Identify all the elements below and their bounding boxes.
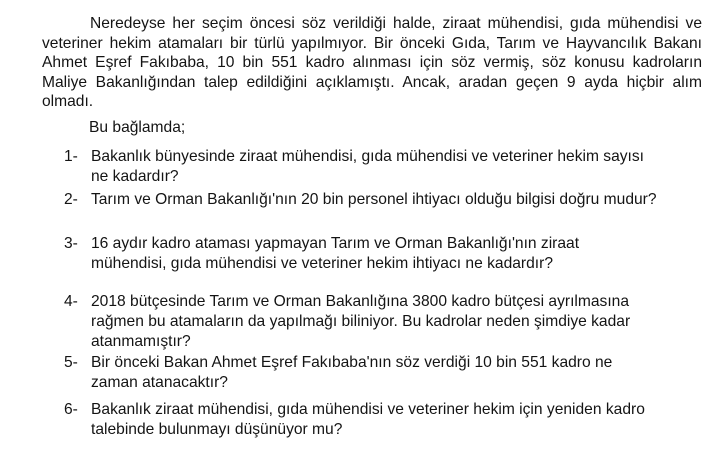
question-item-5 xyxy=(64,353,634,393)
intro-paragraph: Neredeyse her seçim öncesi söz verildiği halde, ziraat mühendisi, gıda mühendisi ve veteriner hekim atamaları bir türlü yapılmıyor. Bir önceki Gıda, Tarım ve Hayvancılık Bakanı Ahmet Eşref Fakıbaba, 10 bin 551 kadro alınması için söz vermiş, söz konusu kadroların Maliye Bakanlığından talep edildiğini açıklamıştı. Ancak, aradan geçen 9 ayda hiçbir alım olmadı. xyxy=(42,15,702,111)
question-text: Bakanlık ziraat mühendisi, gıda mühendisi ve veteriner hekim için yeniden kadro talebinde bulunmayı düşünüyor mu? xyxy=(91,401,645,438)
lead-in-text: Bu bağlamda; xyxy=(89,119,186,136)
question-number: 4- xyxy=(64,293,78,310)
question-number: 5- xyxy=(64,354,78,371)
question-text: Bakanlık bünyesinde ziraat mühendisi, gıda mühendisi ve veteriner hekim sayısı ne kadardır? xyxy=(91,148,644,185)
question-item-1 xyxy=(64,147,664,187)
question-item-2 xyxy=(64,190,674,210)
question-text: Bir önceki Bakan Ahmet Eşref Fakıbaba'nın söz verdiği 10 bin 551 kadro ne zaman atanacaktır? xyxy=(91,354,613,391)
question-text: Tarım ve Orman Bakanlığı'nın 20 bin personel ihtiyacı olduğu bilgisi doğru mudur? xyxy=(91,191,657,208)
question-item-3 xyxy=(64,234,624,274)
question-item-6 xyxy=(64,400,654,440)
question-number: 1- xyxy=(64,148,78,165)
question-number: 2- xyxy=(64,191,78,208)
question-item-4 xyxy=(64,292,678,352)
question-number: 3- xyxy=(64,235,78,252)
question-text: 2018 bütçesinde Tarım ve Orman Bakanlığına 3800 kadro bütçesi ayrılmasına rağmen bu atamaların da yapılmağı biliniyor. Bu kadrolar neden şimdiye kadar atanmamıştır? xyxy=(91,293,631,350)
question-number: 6- xyxy=(64,401,78,418)
question-text: 16 aydır kadro ataması yapmayan Tarım ve Orman Bakanlığı'nın ziraat mühendisi, gıda mühendisi ve veteriner hekim ihtiyacı ne kadardır? xyxy=(91,235,580,272)
